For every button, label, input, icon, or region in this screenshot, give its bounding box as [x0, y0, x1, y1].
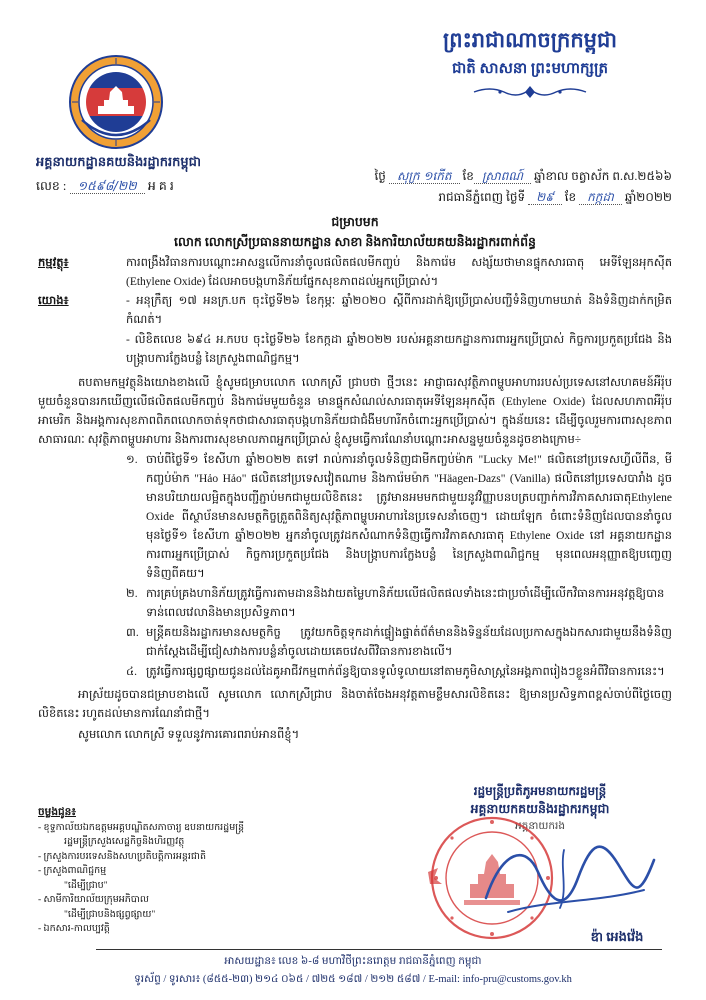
customs-emblem-logo [68, 54, 164, 150]
instruction-item [126, 624, 672, 662]
subject-row [38, 254, 672, 292]
footer [30, 953, 676, 989]
reference-item: - អនុក្រឹត្យ ១៧ អនក្រ.បក ចុះថ្ងៃទី២៦ ខែកុម្ភៈ ឆ្នាំ២០២០ ស្តីពីការដាក់ឱ្យប្រើប្រាស់បញ្ជីទំនិញហាមឃាត់ និងទំនិញដាក់កម្រិតកំណត់។ [126, 295, 672, 326]
lunar-date-prefix: ថ្ងៃ [374, 169, 386, 183]
recipient-block [38, 212, 672, 252]
solar-date-line [300, 187, 672, 208]
solar-year: ឆ្នាំ២០២២ [624, 190, 672, 204]
reference-number-line [36, 176, 326, 196]
recipient-line: លោក លោកស្រីប្រធាននាយកដ្ឋាន សាខា និងការិយាល័យគយនិងរដ្ឋាករពាក់ព័ន្ធ [174, 235, 536, 249]
cc-item: - ក្រសួងពាណិជ្ជកម្ម [38, 866, 107, 876]
handwritten-signature [468, 820, 668, 932]
cc-item: រដ្ឋមន្ត្រីក្រសួងសេដ្ឋកិច្ចនិងហិរញ្ញវត្ថុ [64, 837, 185, 847]
item-number: ១. [126, 454, 138, 466]
ornament-divider [470, 84, 590, 100]
date-block [300, 166, 672, 208]
letter-body [38, 254, 672, 782]
footer-address: អាសយដ្ឋាន៖ លេខ ៦-៨ មហាវិថីព្រះនរោត្តម រាជធានីភ្នំពេញ កម្ពុជា [224, 956, 482, 967]
closing-paragraph: អាស្រ័យដូចបានជម្រាបខាងលើ សូមលោក លោកស្រីជ្រាប និងចាត់ចែងអនុវត្តតាមខ្លឹមសារលិខិតនេះ ឱ្យមានប្រសិទ្ធភាពខ្ពស់ចាប់ពីថ្ងៃចេញលិខិតនេះ រហូតដល់មានការណែនាំជាថ្មី។ [38, 689, 672, 720]
lunar-date-line [300, 166, 672, 187]
subject-label: កម្មវត្ថុ៖ [38, 257, 69, 269]
cc-item: - សាមីការិយាល័យក្រុមអភិបាល [38, 895, 149, 905]
instruction-item [126, 585, 672, 623]
cc-item: - ក្រសួងការបរទេសនិងសហប្រតិបត្តិការអន្តរជាតិ [38, 851, 206, 862]
lunar-month: ស្រាពណ៍ [474, 169, 531, 184]
kingdom-letterhead [380, 26, 680, 100]
item-text: ចាប់ពីថ្ងៃទី១ ខែសីហា ឆ្នាំ២០២២ តទៅ រាល់ការនាំចូលទំនិញជាមីកញ្ចប់ម៉ាក "Lucky Me!" ផលិតនៅប្រទេសហ្វីលីពីន, មីកញ្ចប់ម៉ាក "Hảo Hảo" ផលិតនៅប្រទេសវៀតណាម និងការ៉េមម៉ាក "Häagen-Dazs" (Vanilla) ផលិតនៅប្រទេសបារាំង ដូចមានបរិយាយលម្អិតក្នុងបញ្ជីភ្ជាប់មកជាមួយលិខិតនេះ ត្រូវមានអមមកជាមួយនូវវិញ្ញាបនបត្របញ្ជាក់ការវិភាគសារធាតុEthylene Oxide ពីស្ថាប័នមានសមត្ថកិច្ចត្រួតពិនិត្យសុវត្ថិភាពម្ហូបអាហារនៃប្រទេសនាំចេញ។ ដោយឡែក ចំពោះទំនិញដែលបាននាំចូលមុនថ្ងៃទី១ ខែសីហា ឆ្នាំ២០២២ អ្នកនាំចូលត្រូវដកសំណាកទំនិញធ្វើការវិភាគសារធាតុ Ethylene Oxide នៅ អគ្គនាយកដ្ឋានការពារអ្នកប្រើប្រាស់ កិច្ចការប្រកួតប្រជែង និងបង្ក្រាបការក្លែងបន្លំ នៃក្រសួងពាណិជ្ជកម្ម មុនពេលអនុញ្ញាតឱ្យបញ្ចេញទំនិញពីគយ។ [146, 454, 672, 580]
reference-item: - លិខិតលេខ ៦៩៤ អ.កបប ចុះថ្ងៃទី២៦ ខែកក្កដា ឆ្នាំ២០២២ របស់អគ្គនាយកដ្ឋានការពារអ្នកប្រើប្រាស់ កិច្ចការប្រកួតប្រជែង និងបង្ក្រាបការក្លែងបន្លំ នៃក្រសួងពាណិជ្ជកម្ម។ [126, 334, 672, 365]
national-motto: ជាតិ សាសនា ព្រះមហាក្សត្រ [451, 61, 609, 77]
item-number: ៤. [126, 666, 138, 678]
reference-number: ១៥៩៨/២២ [70, 178, 145, 194]
sender-organization: អគ្គនាយកដ្ឋានគយនិងរដ្ឋាករកម្ពុជា [36, 154, 202, 169]
footer-divider [96, 949, 662, 950]
item-number: ២. [126, 588, 138, 600]
references-list [126, 292, 672, 370]
references-label: យោង៖ [38, 295, 69, 307]
reference-suffix: អ គ រ [147, 179, 174, 193]
solar-date-prefix: រាជធានីភ្នំពេញ ថ្ងៃទី [438, 190, 526, 204]
signatory-title: រដ្ឋមន្ត្រីប្រតិភូអមនាយករដ្ឋមន្ត្រី [473, 784, 607, 798]
subject-text: ការពង្រឹងវិធានការបណ្តោះអាសន្នលើការនាំចូលផលិតផលមីកញ្ចប់ និងការ៉េម សង្ស័យថាមានផ្ទុកសារធាតុ អេទីឡែនអុកស៊ីត (Ethylene Oxide) ដែលអាចបង្កហានិភ័យផ្នែកសុខភាពដល់អ្នកប្រើប្រាស់។ [126, 257, 672, 288]
references-row [38, 292, 672, 370]
instruction-item [126, 663, 672, 682]
cc-list [38, 806, 356, 936]
signatory-office: អគ្គនាយកគយនិងរដ្ឋាករកម្ពុជា [470, 802, 610, 816]
item-text: មន្ត្រីគយនិងរដ្ឋាករមានសមត្ថកិច្ច ត្រូវយកចិត្តទុកដាក់ផ្ទៀងផ្ទាត់ព័ត៌មាននិងទិន្នន័យដែលប្រកាសក្នុងឯកសារជាមួយនឹងទំនិញជាក់ស្តែងដើម្បីជៀសវាងការបន្លំនាំចូលដោយគេចវេសពីវិធានការខាងលើ។ [146, 627, 672, 658]
signatory-deputy-title: អគ្គនាយករង [515, 821, 565, 832]
lunar-year: ឆ្នាំខាល ចត្វាស័ក ព.ស.២៥៦៦ [534, 169, 672, 183]
solar-month: កក្កដា [579, 190, 622, 205]
item-text: ត្រូវធ្វើការផ្សព្វផ្សាយជូនដល់ដៃគូអាជីវកម្មពាក់ព័ន្ធឱ្យបានទូលំទូលាយនៅតាមភូមិសាស្ត្រនៃអង្គភាពរៀងៗខ្លួនអំពីវិធានការនេះ។ [146, 666, 665, 678]
cc-item: - ខុទ្ទកាល័យឯកឧត្តមអគ្គបណ្ឌិតសភាចារ្យ ឧបនាយករដ្ឋមន្ត្រី [38, 822, 245, 833]
solar-month-prefix: ខែ [564, 190, 577, 204]
cc-label: ចម្លងជូន៖ [38, 807, 76, 818]
lunar-day: សុក្រ ១កើត [389, 169, 460, 184]
lunar-month-prefix: ខែ [462, 169, 474, 183]
salutation: ជម្រាបមក [331, 215, 379, 229]
kingdom-title: ព្រះរាជាណាចក្រកម្ពុជា [442, 28, 617, 52]
reference-label: លេខ : [36, 179, 67, 193]
cc-note: "ដើម្បីជ្រាប" [64, 880, 108, 891]
footer-contact: ទូរស័ព្ទ / ទូរសារ៖ (៨៥៥-២៣) ២១៤ ០៦៥ / ៧២៥ ១៨៧ / ២១២ ៥៨៧ / E-mail: info-pru@customs.gov.kh [134, 974, 572, 985]
item-number: ៣. [126, 627, 139, 639]
solar-day: ២៩ [528, 190, 562, 205]
item-text: ការគ្រប់គ្រងហានិភ័យត្រូវធ្វើការតាមដាននិងវាយតម្លៃហានិភ័យលើផលិតផលទាំងនេះជាប្រចាំដើម្បីលើកវិធានការអនុវត្តឱ្យបានទាន់ពេលវេលានិងមានប្រសិទ្ធភាព។ [146, 588, 665, 619]
intro-paragraph: តបតាមកម្មវត្ថុនិងយោងខាងលើ ខ្ញុំសូមជម្រាបលោក លោកស្រី ជ្រាបថា ថ្មីៗនេះ អាជ្ញាធរសុវត្ថិភាពម្ហូបអាហាររបស់ប្រទេសនៅសហគមន៍អឺរ៉ុបមួយចំនួនបានរកឃើញលើផលិតផលមីកញ្ចប់ និងការ៉េមមួយចំនួន មានផ្ទុកសំណល់សារធាតុអេទីឡែនអុកស៊ីត (Ethylene Oxide) ដែលសហភាពអឺរ៉ុប អាមេរិក និងអង្គការសុខភាពពិភពលោកចាត់ទុកថាជាសារធាតុបង្កហានិភ័យជាជំងឺមហារីកចំពោះអ្នកប្រើប្រាស់។ ក្នុងន័យនេះ ដើម្បីចូលរួមការពារសុខភាពសាធារណៈ សុវត្ថិភាពម្ហូបអាហារ និងការពារសុខមាលភាពអ្នកប្រើប្រាស់ ខ្ញុំសូមធ្វើការណែនាំបណ្តោះអាសន្នមួយចំនួនដូចខាងក្រោម÷ [38, 377, 672, 446]
cc-item: - ឯកសារ-កាលប្បវត្តិ [38, 924, 110, 934]
instruction-item [126, 451, 672, 584]
regards-line: សូមលោក លោកស្រី ទទួលនូវការគោរពរាប់អានពីខ្ញុំ។ [78, 729, 300, 741]
signatory-name: ឌ៉ា អេងវ៉េង [590, 929, 644, 944]
cc-note: "ដើម្បីជ្រាបនិងផ្សព្វផ្សាយ" [64, 909, 156, 920]
